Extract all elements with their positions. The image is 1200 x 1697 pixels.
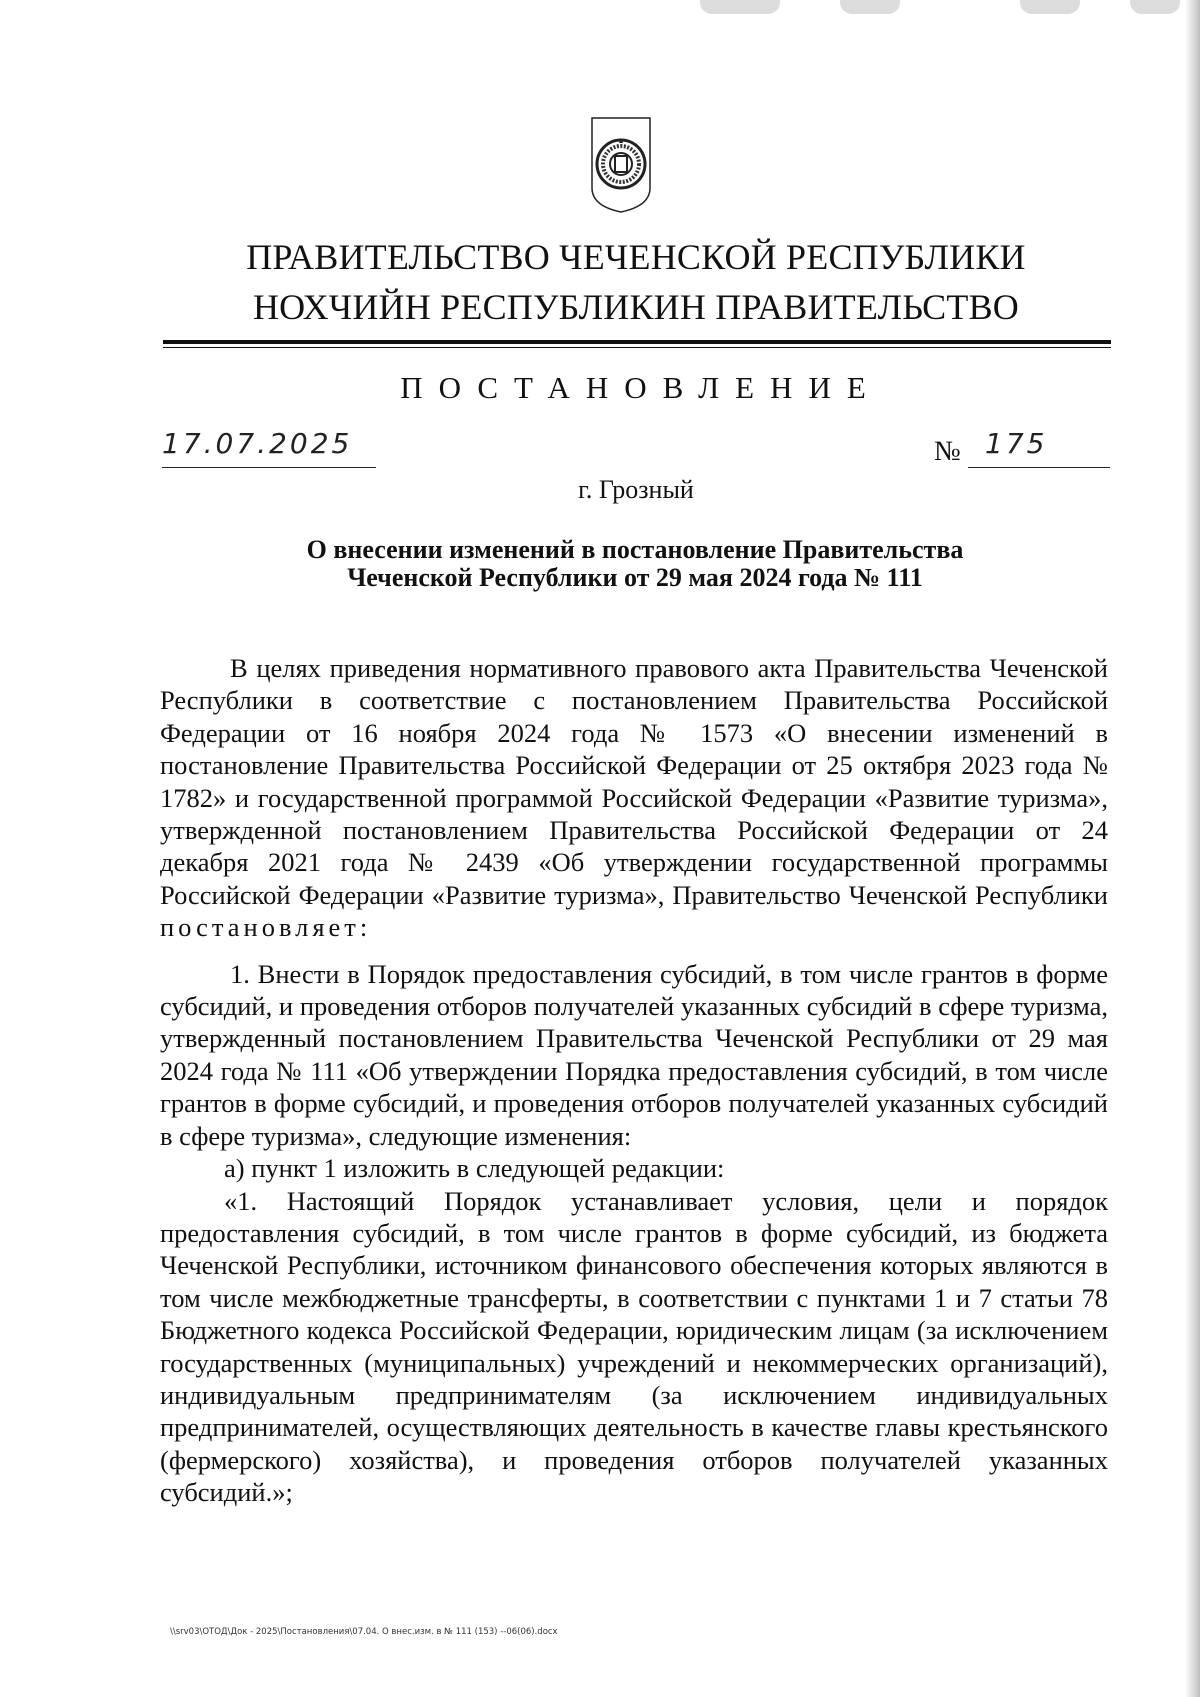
document-title [160, 536, 1110, 592]
item-1-paragraph: 1. Внести в Порядок предоставления субсидий, в том числе грантов в форме субсидий, и проведения отборов получателей указанных субсидий в сфере туризма, утвержденный постановлением Правительства Чеченской Республики от 29 мая 2024 года № 111 «Об утверждении Порядка предоставления субсидий, в том числе грантов в форме субсидий, и проведения отборов получателей указанных субсидий в сфере туризма», следующие изменения: [160, 958, 1108, 1151]
date-underline [162, 467, 376, 468]
preamble-paragraph [160, 652, 1108, 944]
scan-blot [1130, 0, 1180, 14]
org-name-russian: ПРАВИТЕЛЬСТВО ЧЕЧЕНСКОЙ РЕСПУБЛИКИ [246, 237, 1026, 277]
scan-blot [840, 0, 900, 14]
document-number: 175 [985, 427, 1048, 460]
city: г. Грозный [578, 475, 694, 504]
document-type: ПОСТАНОВЛЕНИЕ [400, 370, 882, 405]
coat-of-arms-icon [590, 116, 652, 214]
document-body [160, 652, 1108, 1509]
scan-blot [1020, 0, 1080, 14]
number-sign: № [934, 436, 961, 467]
preamble-text: В целях приведения нормативного правового акта Правительства Чеченской Республики в соответствие с постановлением Правительства Российской Федерации от 16 ноября 2024 года № 1573 «О внесении изменений в постановление Правительства Российской Федерации от 25 октября 2023 года № 1782» и государственной программой Российской Федерации «Развитие туризма», утвержденной постановлением Правительства Российской Федерации от 24 декабря 2021 года № 2439 «Об утверждении государственной программы Российской Федерации «Развитие туризма», Правительство Чеченской Республики [160, 653, 1108, 910]
header-rule-thin [163, 347, 1111, 348]
quoted-point-1: «1. Настоящий Порядок устанавливает условия, цели и порядок предоставления субсидий, в том числе грантов в форме субсидий, из бюджета Чеченской Республики, источником финансового обеспечения которых являются в том числе межбюджетные трансферты, в соответствии с пунктами 1 и 7 статьи 78 Бюджетного кодекса Российской Федерации, юридическим лицам (за исключением государственных (муниципальных) учреждений и некоммерческих организаций), индивидуальным предпринимателям (за исключением индивидуальных предпринимателей, осуществляющих деятельность в качестве главы крестьянского (фермерского) хозяйства), и проведения отборов получателей указанных субсидий.»; [160, 1185, 1108, 1508]
title-line-2: Чеченской Республики от 29 мая 2024 года № 111 [347, 563, 923, 592]
header-rule-thick [163, 340, 1111, 344]
document-date: 17.07.2025 [162, 427, 353, 460]
scan-blot [700, 0, 780, 14]
number-underline [968, 467, 1110, 468]
title-line-1: О внесении изменений в постановление Правительства [306, 535, 964, 564]
org-name-chechen: НОХЧИЙН РЕСПУБЛИКИН ПРАВИТЕЛЬСТВО [252, 287, 1019, 327]
file-path-footer: \\srv03\ОТОД\Док - 2025\Постановления\07.04. О внес.изм. в № 111 (153) --06(06).docx [170, 1627, 558, 1637]
decree-word: постановляет: [160, 912, 372, 943]
sub-item-a: а) пункт 1 изложить в следующей редакции: [224, 1153, 725, 1184]
